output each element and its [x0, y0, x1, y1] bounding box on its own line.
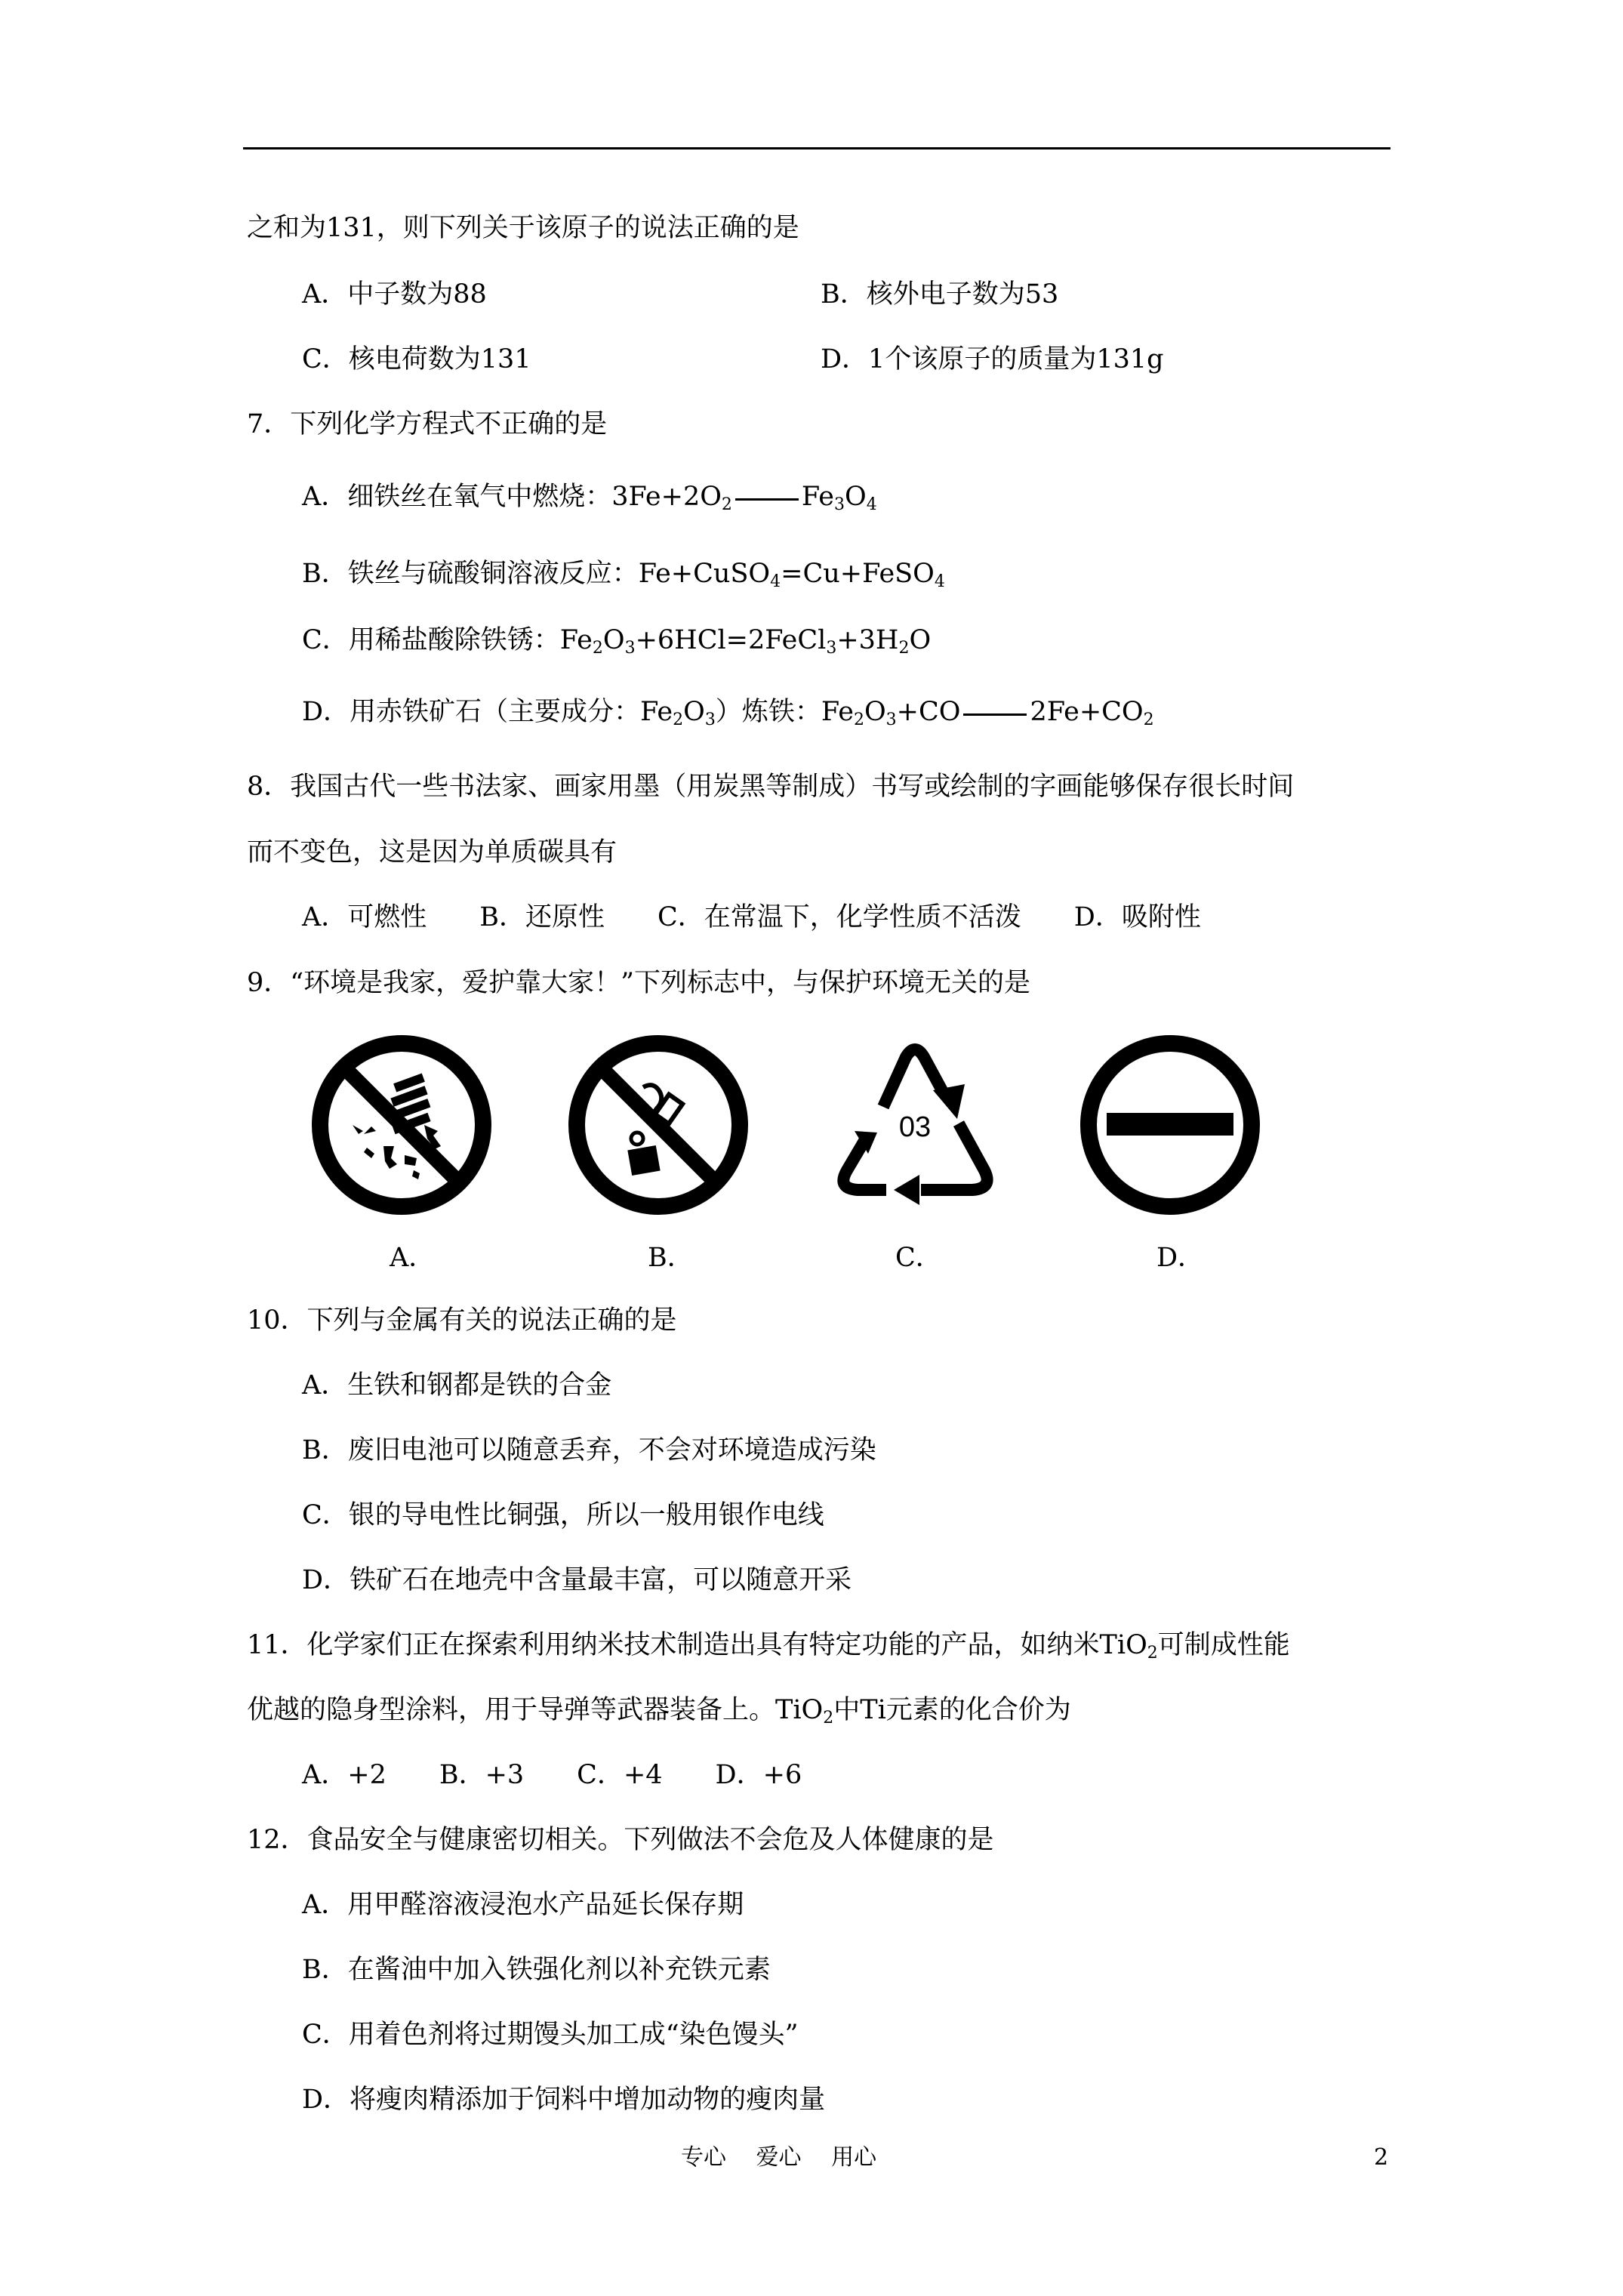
sign-label-d: D．	[1156, 1243, 1205, 1273]
q12-option-b: B．在酱油中加入铁强化剂以补充铁元素	[302, 1955, 771, 1985]
footer-motto: 专心 爱心 用心	[681, 2144, 877, 2171]
no-firecrackers-icon	[311, 1034, 492, 1216]
no-smoking-icon	[568, 1034, 749, 1216]
q6-option-c: C．核电荷数为131	[302, 344, 531, 374]
question-11-stem-line-1: 11．化学家们正在探索利用纳米技术制造出具有特定功能的产品，如纳米TiO$_2$可制成性能	[247, 1630, 1290, 1663]
question-7-stem: 7．下列化学方程式不正确的是	[247, 409, 608, 439]
q7-option-b: B．铁丝与硫酸铜溶液反应：Fe+CuSO$_4$=Cu+FeSO$_4$	[302, 559, 945, 591]
q8-options: A．可燃性 B．还原性 C．在常温下，化学性质不活泼 D．吸附性	[302, 902, 1201, 932]
question-9-stem: 9．“环境是我家，爱护靠大家！”下列标志中，与保护环境无关的是	[247, 968, 1031, 998]
page-number: 2	[1374, 2144, 1389, 2171]
q7-option-c: C．用稀盐酸除铁锈：$Fe_2O_3+6HCl=2FeCl_3+3H_2O$	[302, 625, 932, 658]
q12-option-d: D．将瘦肉精添加于饲料中增加动物的瘦肉量	[302, 2085, 826, 2115]
question-8-stem-line-1: 8．我国古代一些书法家、画家用墨（用炭黑等制成）书写或绘制的字画能够保存很长时间	[247, 772, 1295, 802]
no-entry-icon	[1079, 1034, 1261, 1216]
question-6-stem-end: 之和为131，则下列关于该原子的说法正确的是	[247, 213, 799, 243]
q6-option-a: A．中子数为88	[302, 279, 487, 310]
q10-option-d: D．铁矿石在地壳中含量最丰富，可以随意开采	[302, 1565, 852, 1595]
reaction-condition-line	[735, 489, 799, 501]
q11-options: A．+2 B．+3 C．+4 D．+6	[302, 1760, 802, 1790]
sign-label-a: A．	[390, 1243, 436, 1273]
q7-option-d: D．用赤铁矿石（主要成分：$Fe_2O_3$）炼铁：$Fe_2O_3+CO$ $2Fe+CO_2$	[302, 697, 1154, 729]
q12-option-c: C．用着色剂将过期馒头加工成“染色馒头”	[302, 2020, 799, 2050]
q10-option-b: B．废旧电池可以随意丢弃，不会对环境造成污染	[302, 1435, 876, 1465]
header-rule	[243, 147, 1390, 149]
svg-text:03: 03	[898, 1111, 932, 1143]
sign-label-c: C．	[895, 1243, 942, 1273]
q12-option-a: A．用甲醛溶液浸泡水产品延长保存期	[302, 1890, 744, 1920]
sign-label-b: B．	[648, 1243, 694, 1273]
q7-option-a: A．细铁丝在氧气中燃烧：$3Fe+2O_2$ $Fe_3O_4$	[302, 482, 877, 514]
reaction-condition-line	[963, 704, 1027, 716]
question-12-stem: 12．食品安全与健康密切相关。下列做法不会危及人体健康的是	[247, 1825, 994, 1855]
environment-signs-row	[0, 1034, 1623, 1216]
question-8-stem-line-2: 而不变色，这是因为单质碳具有	[247, 837, 617, 868]
question-11-stem-line-2: 优越的隐身型涂料，用于导弹等武器装备上。TiO$_2$中Ti元素的化合价为	[247, 1695, 1071, 1727]
q6-option-b: B．核外电子数为53	[821, 279, 1059, 310]
recycle-icon	[824, 1034, 1006, 1216]
q10-option-c: C．银的导电性比铜强，所以一般用银作电线	[302, 1500, 824, 1530]
question-10-stem: 10．下列与金属有关的说法正确的是	[247, 1305, 677, 1336]
q6-option-d: D．1个该原子的质量为131g	[821, 344, 1164, 374]
q10-option-a: A．生铁和钢都是铁的合金	[302, 1370, 612, 1401]
